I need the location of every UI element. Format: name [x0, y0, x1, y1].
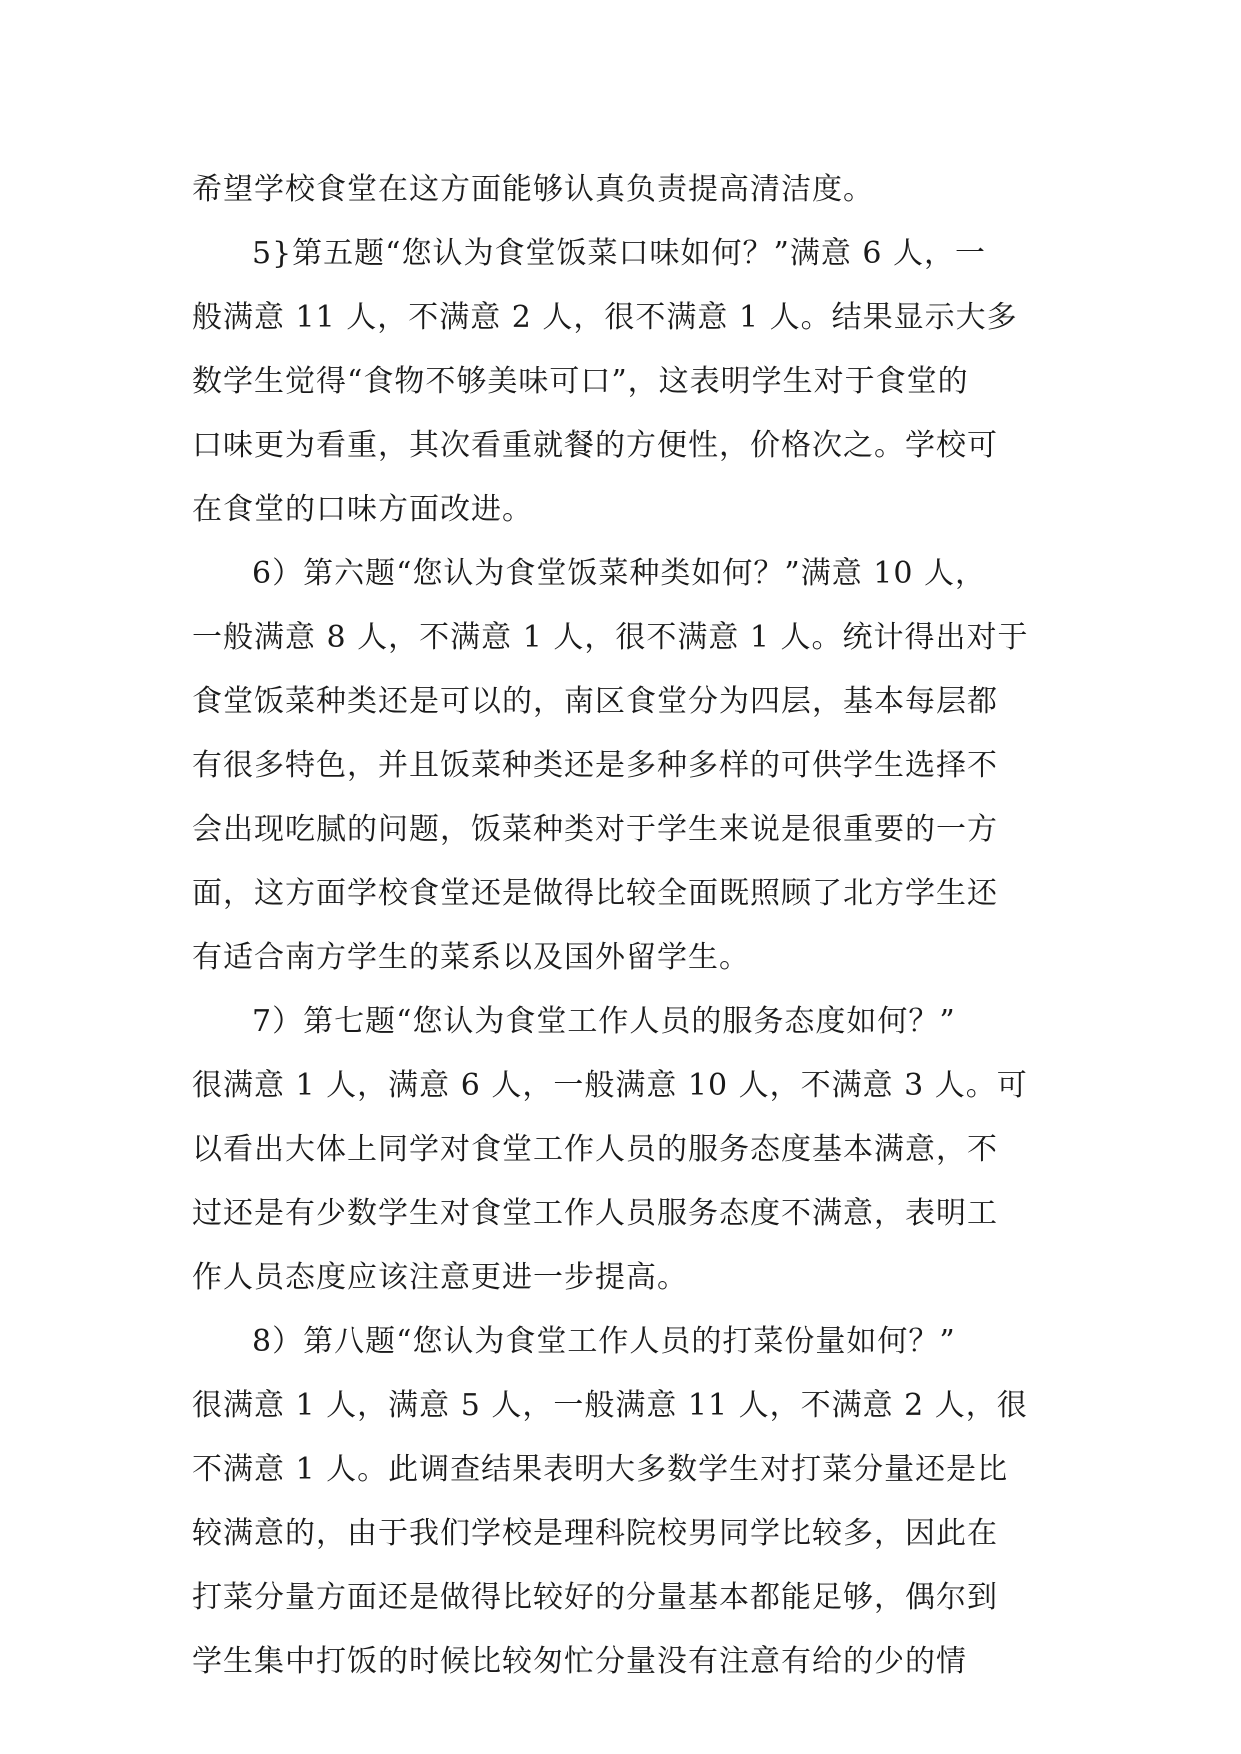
- text-line: 有适合南方学生的菜系以及国外留学生。: [192, 940, 750, 975]
- document-body-text: [192, 158, 1052, 1694]
- text-line: 很满意 1 人，满意 6 人，一般满意 10 人，不满意 3 人。可: [192, 1068, 1028, 1103]
- text-line: 过还是有少数学生对食堂工作人员服务态度不满意，表明工: [192, 1196, 998, 1231]
- text-line: 口味更为看重，其次看重就餐的方便性，价格次之。学校可: [192, 428, 998, 463]
- text-line: 较满意的，由于我们学校是理科院校男同学比较多，因此在: [192, 1516, 998, 1551]
- text-line: 会出现吃腻的问题，饭菜种类对于学生来说是很重要的一方: [192, 812, 998, 847]
- text-line: 数学生觉得“食物不够美味可口”，这表明学生对于食堂的: [192, 364, 969, 399]
- text-line: 6）第六题“您认为食堂饭菜种类如何？”满意 10 人，: [252, 556, 987, 591]
- text-line: 很满意 1 人，满意 5 人，一般满意 11 人，不满意 2 人，很: [192, 1388, 1028, 1423]
- text-line: 7）第七题“您认为食堂工作人员的服务态度如何？”: [252, 1004, 956, 1039]
- text-line: 食堂饭菜种类还是可以的，南区食堂分为四层，基本每层都: [192, 684, 998, 719]
- text-line: 8）第八题“您认为食堂工作人员的打菜份量如何？”: [252, 1324, 956, 1359]
- text-line: 学生集中打饭的时候比较匆忙分量没有注意有给的少的情: [192, 1644, 967, 1679]
- text-line: 有很多特色，并且饭菜种类还是多种多样的可供学生选择不: [192, 748, 998, 783]
- text-line: 打菜分量方面还是做得比较好的分量基本都能足够，偶尔到: [192, 1580, 998, 1615]
- text-line: 一般满意 8 人，不满意 1 人，很不满意 1 人。统计得出对于: [192, 620, 1029, 655]
- text-line: 以看出大体上同学对食堂工作人员的服务态度基本满意，不: [192, 1132, 998, 1167]
- text-line: 希望学校食堂在这方面能够认真负责提高清洁度。: [192, 172, 874, 207]
- text-line: 5}第五题“您认为食堂饭菜口味如何？”满意 6 人，一: [252, 236, 987, 271]
- text-line: 般满意 11 人，不满意 2 人，很不满意 1 人。结果显示大多: [192, 300, 1018, 335]
- text-line: 作人员态度应该注意更进一步提高。: [192, 1260, 688, 1295]
- text-line: 不满意 1 人。此调查结果表明大多数学生对打菜分量还是比: [192, 1452, 1009, 1487]
- text-line: 在食堂的口味方面改进。: [192, 492, 533, 527]
- text-line: 面，这方面学校食堂还是做得比较全面既照顾了北方学生还: [192, 876, 998, 911]
